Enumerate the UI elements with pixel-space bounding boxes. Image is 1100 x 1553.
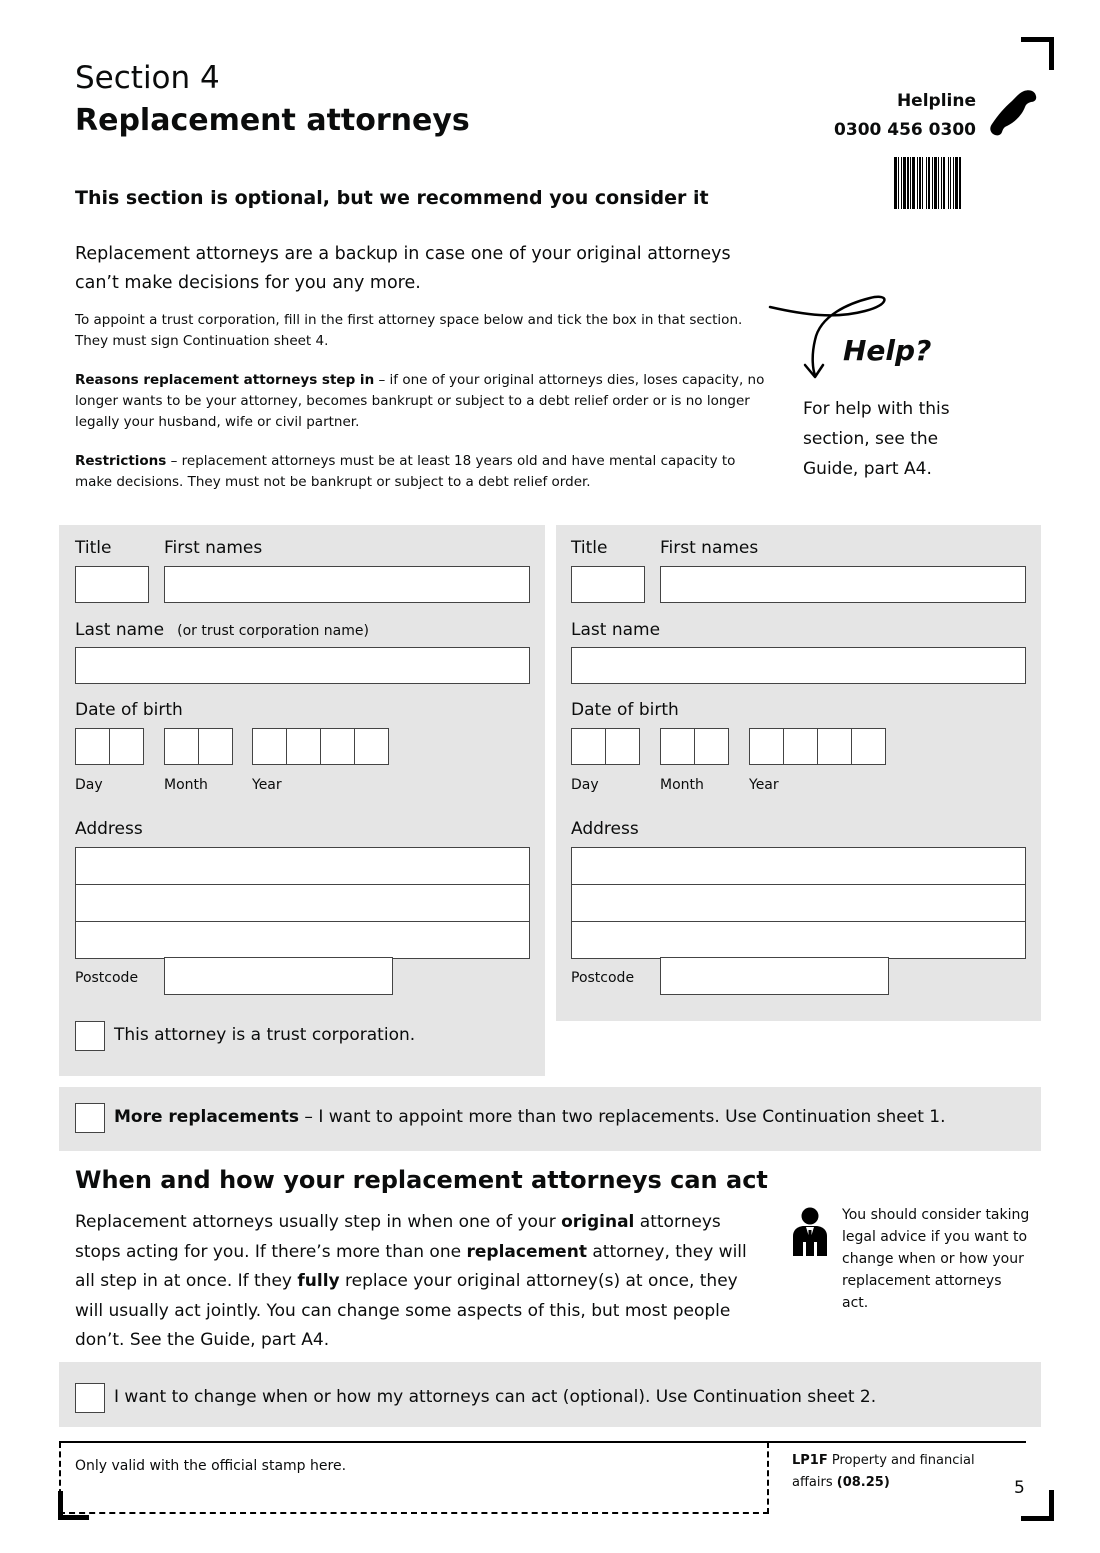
restrictions-text: – replacement attorneys must be at least 18 years old and have mental capacity to make decisions. They must not be bankrupt or subject to a debt relief order.	[75, 453, 736, 490]
official-stamp-area	[59, 1442, 769, 1514]
address-field[interactable]	[75, 847, 530, 959]
change-option-row	[59, 1362, 1041, 1427]
title-label: Title	[571, 538, 608, 558]
legal-advice-note: You should consider taking legal advice if you want to change when or how your replacement attorneys act.	[842, 1207, 1030, 1311]
form-name: Property and financial affairs	[792, 1453, 975, 1490]
replacement-attorney-2-panel	[556, 525, 1041, 1021]
dob-label: Date of birth	[75, 700, 183, 720]
when-how-text: Replacement attorneys usually step in when one of your original attorneys stops acting for you. If there’s more than one replacement attorney, they will all step in at once. If they fully replace your original attorney(s) at once, they will usually act jointly. You can change some aspects of this, but most people don’t. See the Guide, part A4.	[75, 1212, 747, 1350]
reasons-text: – if one of your original attorneys dies, loses capacity, no longer wants to be your attorney, becomes bankrupt or subject to a debt relief order or is no longer legally your husband, wife or civil partner.	[75, 372, 765, 430]
form-reference	[792, 1450, 992, 1494]
address-label: Address	[75, 819, 143, 839]
restrictions-note	[75, 451, 775, 493]
address-label: Address	[571, 819, 639, 839]
trust-corporation-checkbox[interactable]	[75, 1021, 105, 1051]
replacement-attorney-1-panel	[59, 525, 545, 1076]
title-label: Title	[75, 538, 112, 558]
first-names-field[interactable]	[164, 566, 530, 603]
more-replacements-text: – I want to appoint more than two replacements. Use Continuation sheet 1.	[299, 1107, 946, 1127]
month-label: Month	[164, 777, 208, 793]
when-how-heading: When and how your replacement attorneys can act	[75, 1166, 768, 1194]
title-field[interactable]	[571, 566, 645, 603]
optional-heading: This section is optional, but we recommend you consider it	[75, 187, 709, 209]
postcode-field[interactable]	[660, 957, 889, 995]
first-names-label: First names	[660, 538, 759, 558]
first-names-field[interactable]	[660, 566, 1026, 603]
last-name-label: Last name	[571, 620, 661, 640]
title-field[interactable]	[75, 566, 149, 603]
last-name-label: Last name	[75, 620, 165, 640]
month-label: Month	[660, 777, 704, 793]
help-text: For help with this section, see the Guide, part A4.	[803, 399, 950, 479]
first-names-label: First names	[164, 538, 263, 558]
trust-corporation-note: To appoint a trust corporation, fill in the first attorney space below and tick the box in that section. They must sign Continuation sheet 4.	[75, 312, 743, 349]
change-option-checkbox[interactable]	[75, 1383, 105, 1413]
last-name-note: (or trust corporation name)	[177, 623, 369, 639]
dob-year-field[interactable]	[252, 728, 388, 765]
form-version: (08.25)	[836, 1475, 890, 1490]
stamp-note: Only valid with the official stamp here.	[75, 1458, 347, 1474]
more-replacements-title: More replacements	[114, 1107, 300, 1127]
dob-day-field[interactable]	[75, 728, 143, 765]
helpline-label: Helpline	[896, 91, 976, 111]
more-replacements-row	[59, 1087, 1041, 1151]
corner-mark-bottom-right	[1021, 1490, 1054, 1521]
address-field[interactable]	[571, 847, 1026, 959]
last-name-label-row	[75, 620, 369, 640]
corner-mark-bottom-left	[58, 1491, 89, 1520]
year-label: Year	[749, 777, 779, 793]
restrictions-label: Restrictions	[75, 453, 167, 469]
postcode-field[interactable]	[164, 957, 393, 995]
dob-day-field[interactable]	[571, 728, 639, 765]
helpline	[800, 87, 976, 145]
corner-mark-top-right	[1021, 37, 1054, 70]
barcode-icon	[894, 157, 1024, 209]
dob-month-field[interactable]	[660, 728, 728, 765]
day-label: Day	[571, 777, 599, 793]
page-title: Replacement attorneys	[75, 103, 470, 138]
lawyer-icon	[790, 1206, 830, 1261]
dob-month-field[interactable]	[164, 728, 232, 765]
help-title: Help?	[843, 334, 932, 367]
last-name-field[interactable]	[75, 647, 530, 684]
phone-icon	[988, 88, 1040, 136]
form-code: LP1F	[792, 1453, 828, 1468]
last-name-field[interactable]	[571, 647, 1026, 684]
trust-corporation-label: This attorney is a trust corporation.	[114, 1025, 416, 1045]
postcode-label: Postcode	[571, 970, 635, 986]
change-option-label: I want to change when or how my attorneys can act (optional). Use Continuation sheet 2.	[114, 1387, 877, 1407]
reasons-label: Reasons replacement attorneys step in	[75, 372, 375, 388]
page-number: 5	[1014, 1478, 1025, 1498]
more-replacements-label	[114, 1107, 1024, 1127]
section-number: Section 4	[75, 60, 220, 96]
year-label: Year	[252, 777, 282, 793]
day-label: Day	[75, 777, 103, 793]
dob-label: Date of birth	[571, 700, 679, 720]
intro-text: Replacement attorneys are a backup in case one of your original attorneys can’t make decisions for you any more.	[75, 244, 731, 293]
more-replacements-checkbox[interactable]	[75, 1103, 105, 1133]
reasons-note	[75, 370, 775, 433]
helpline-number: 0300 456 0300	[834, 120, 976, 140]
dob-year-field[interactable]	[749, 728, 885, 765]
postcode-label: Postcode	[75, 970, 139, 986]
